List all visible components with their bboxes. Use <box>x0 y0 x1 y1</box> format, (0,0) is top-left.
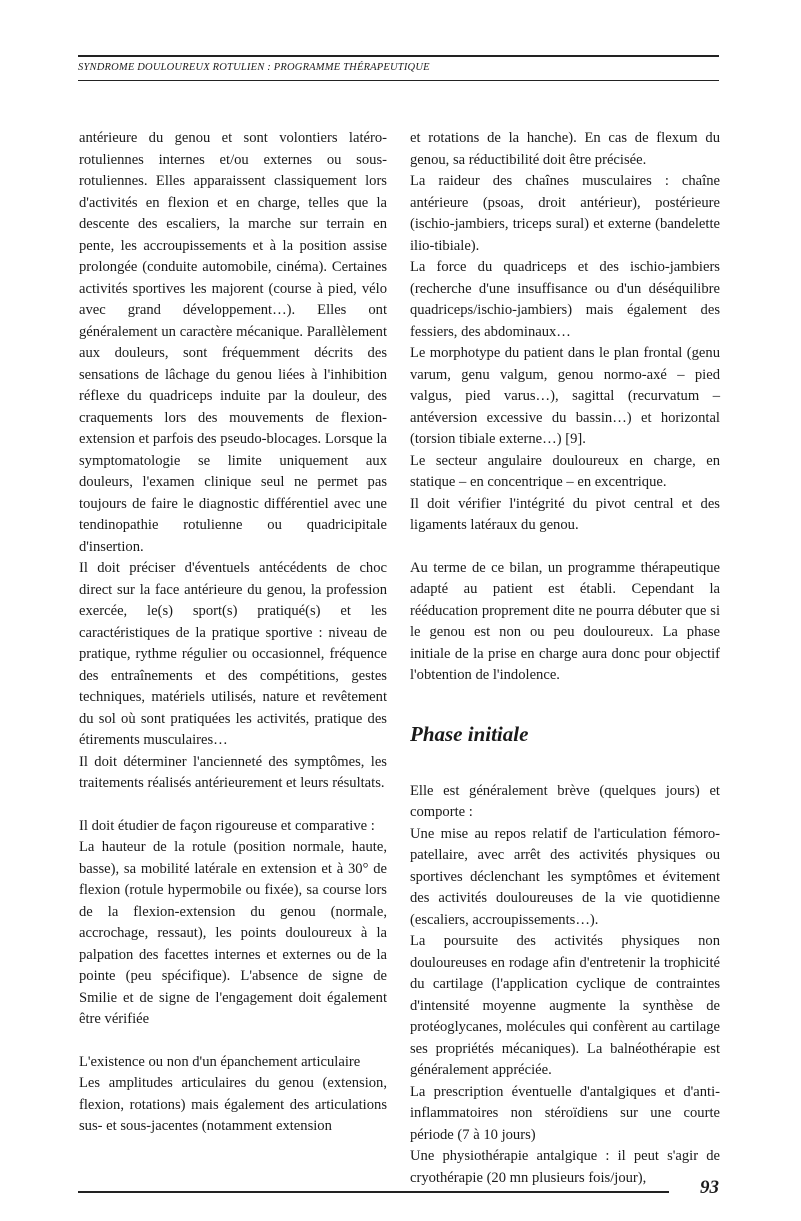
header-rule-top <box>78 55 719 57</box>
paragraph: Le secteur angulaire douloureux en charge, en statique – en concentrique – en excentrique. <box>410 452 720 490</box>
paragraph: Il doit vérifier l'intégrité du pivot central et des ligaments latéraux du genou. <box>410 495 720 533</box>
paragraph: La poursuite des activités physiques non douloureuses en rodage afin d'entretenir la trophicité du cartilage (l'application cyclique de contraintes d'intensité moyenne augmente la synthèse de protéoglycanes, molécules qui confèrent au cartilage ses propriétés mécaniques). La balnéothérapie est généralement appréciée. <box>410 933 720 1078</box>
paragraph: L'existence ou non d'un épanchement articulaire <box>79 1053 361 1070</box>
paragraph: et rotations de la hanche). En cas de flexum du genou, sa réductibilité doit être précisée. <box>410 130 720 168</box>
paragraph: Elle est généralement brève (quelques jours) et comporte : <box>410 782 720 820</box>
paragraph: La hauteur de la rotule (position normale, haute, basse), sa mobilité latérale en extension et à 30° de flexion (rotule hypermobile ou fixée), sa course lors de la flexion-extension du genou (normale, accrochage, ressaut), les points douloureux à la palpation des facettes internes et externes ou de la pointe (peu spécifique). L'absence de signe de Smilie et de signe de l'engagement doit également être vérifiée <box>79 839 387 1027</box>
page-number: 93 <box>700 1177 719 1198</box>
header-rule-bottom <box>78 80 719 81</box>
running-header: SYNDROME DOULOUREUX ROTULIEN : PROGRAMME THÉRAPEUTIQUE <box>78 62 430 73</box>
paragraph: La prescription éventuelle d'antalgiques et d'anti-inflammatoires non stéroïdiens sur une courte période (7 à 10 jours) <box>410 1083 720 1143</box>
paragraph: La force du quadriceps et des ischio-jambiers (recherche d'une insuffisance ou d'un déséquilibre quadriceps/ischio-jambiers) mais également des fessiers, des abdominaux… <box>410 259 720 340</box>
paragraph: Il doit étudier de façon rigoureuse et comparative : <box>79 817 375 834</box>
paragraph: Une physiothérapie antalgique : il peut s'agir de cryothérapie (20 mn plusieurs fois/jour), <box>410 1148 720 1186</box>
paragraph: Il doit déterminer l'ancienneté des symptômes, les traitements réalisés antérieurement et leurs résultats. <box>79 753 387 791</box>
left-column <box>79 128 387 1138</box>
paragraph: Les amplitudes articulaires du genou (extension, flexion, rotations) mais également des articulations sus- et sous-jacentes (notamment extension <box>79 1075 387 1134</box>
paragraph: Au terme de ce bilan, un programme thérapeutique adapté au patient est établi. Cependant la rééducation proprement dite ne pourra débuter que si le genou est non ou peu douloureux. La phase initiale de la prise en charge aura donc pour objectif l'obtention de l'indolence. <box>410 559 720 683</box>
paragraph: Le morphotype du patient dans le plan frontal (genu varum, genu valgum, genou normo-axé – pied valgus, pied varus…), sagittal (recurvatum – antéversion excessive du bassin…) et horizontal (torsion tibiale externe…) [9]. <box>410 345 720 447</box>
section-title: Phase initiale <box>410 721 529 746</box>
paragraph: Une mise au repos relatif de l'articulation fémoro-patellaire, avec arrêt des activités physiques ou sportives déclenchant les symptômes et évitement des activités douloureuses de la vie quotidienne (escaliers, accroupissements…). <box>410 825 720 928</box>
right-column <box>410 128 720 1189</box>
paragraph: Il doit préciser d'éventuels antécédents de choc direct sur la face antérieure du genou, la profession exercée, le(s) sport(s) pratiqué(s) et les caractéristiques de la pratique sportive : niveau de pratique, rythme régulier ou occasionnel, fréquence des entraînements et des compétitions, gestes techniques, matériels utilisés, nature et revêtement du sol où sont pratiquées les activités, pratique des étirements musculaires… <box>79 560 387 748</box>
paragraph: antérieure du genou et sont volontiers latéro-rotuliennes internes et/ou externes ou sous-rotuliennes. Elles apparaissent classiquement lors d'activités en flexion et en charge, telles que la descente des escaliers, la marche sur terrain en pente, les accroupissements et à la position assise prolongée (conduite automobile, cinéma). Certaines activités sportives les majorent (course à pied, vélo avec grand développement…). Elles ont généralement un caractère mécanique. Parallèlement aux douleurs, sont fréquemment décrits des sensations de lâchage du genou liées à l'inhibition réflexe du quadriceps induite par la douleur, des craquements lors des mouvements de flexion-extension et parfois des pseudo-blocages. Lorsque la symptomatologie se limite uniquement aux douleurs, l'examen clinique seul ne permet pas toujours de faire le diagnostic différentiel avec une tendinopathie rotulienne ou quadricipitale d'insertion. <box>79 130 387 555</box>
footer-rule <box>78 1191 669 1193</box>
paragraph: La raideur des chaînes musculaires : chaîne antérieure (psoas, droit antérieur), postérieure (ischio-jambiers, triceps sural) et externe (bandelette ilio-tibiale). <box>410 173 720 254</box>
